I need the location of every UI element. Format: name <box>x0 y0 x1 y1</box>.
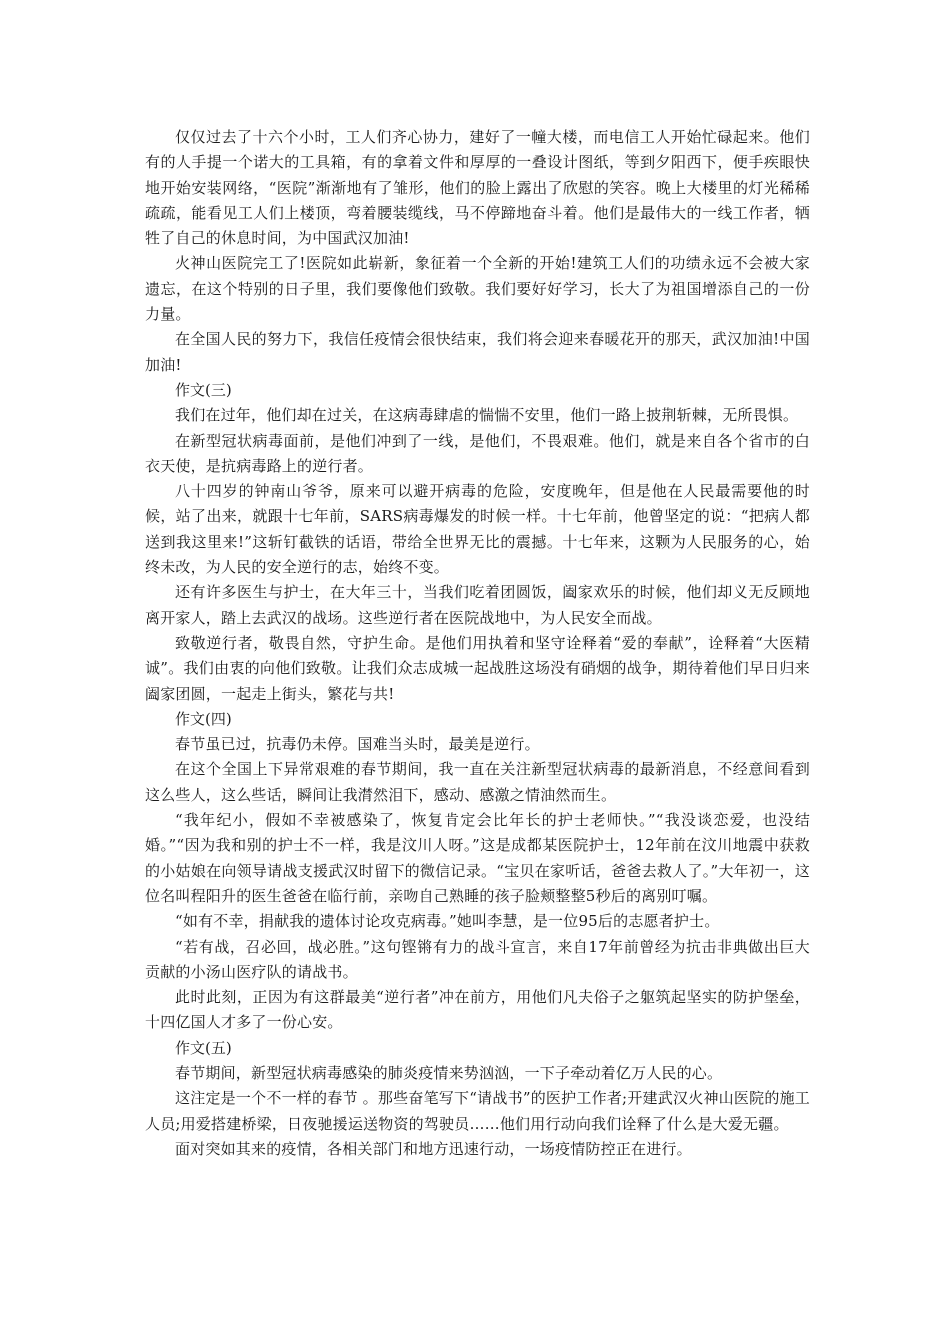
paragraph-1: 仅仅过去了十六个小时，工人们齐心协力，建好了一幢大楼，而电信工人开始忙碌起来。他们有的人手提一个诺大的工具箱，有的拿着文件和厚厚的一叠设计图纸，等到夕阳西下，便手疾眼快地开始安装网络，“医院”渐渐地有了雏形，他们的脸上露出了欣慰的笑容。晚上大楼里的灯光稀稀疏疏，能看见工人们上楼顶，弯着腰装缆线，马不停蹄地奋斗着。他们是最伟大的一线工作者，牺牲了自己的休息时间，为中国武汉加油! <box>145 128 810 248</box>
paragraph-6: 八十四岁的钟南山爷爷，原来可以避开病毒的危险，安度晚年，但是他在人民最需要他的时候，站了出来，就跟十七年前，SARS病毒爆发的时候一样。十七年前，他曾坚定的说：“把病人都送到我这里来!”这斩钉截铁的话语，带给全世界无比的震撼。十七年来，这颗为人民服务的心，始终未改，为人民的安全逆行的志，始终不变。 <box>145 482 810 577</box>
section-heading-5: 作文(五) <box>175 1038 232 1057</box>
paragraph-3: 在全国人民的努力下，我信任疫情会很快结束，我们将会迎来春暖花开的那天，武汉加油!中国加油! <box>145 330 810 374</box>
paragraph-2: 火神山医院完工了!医院如此崭新，象征着一个全新的开始!建筑工人们的功绩永远不会被大家遗忘，在这个特别的日子里，我们要像他们致敬。我们要好好学习，长大了为祖国增添自己的一份力量。 <box>145 254 810 324</box>
section-heading-3: 作文(三) <box>175 380 232 399</box>
paragraph-12: “如有不幸，捐献我的遗体讨论攻克病毒。”她叫李慧，是一位95后的志愿者护士。 <box>175 912 720 931</box>
paragraph-16: 这注定是一个不一样的春节 。那些奋笔写下“请战书”的医护工作者;开建武汉火神山医院的施工人员;用爱搭建桥梁，日夜驰援运送物资的驾驶员……他们用行动向我们诠释了什么是大爱无疆。 <box>145 1089 810 1133</box>
paragraph-5: 在新型冠状病毒面前，是他们冲到了一线，是他们，不畏艰难。他们，就是来自各个省市的白衣天使，是抗病毒路上的逆行者。 <box>145 431 810 475</box>
paragraph-15: 春节期间，新型冠状病毒感染的肺炎疫情来势汹汹，一下子牵动着亿万人民的心。 <box>175 1063 723 1082</box>
paragraph-4: 我们在过年，他们却在过关，在这病毒肆虐的惴惴不安里，他们一路上披荆斩棘，无所畏惧。 <box>175 406 799 425</box>
section-heading-4: 作文(四) <box>175 709 232 728</box>
paragraph-10: 在这个全国上下异常艰难的春节期间，我一直在关注新型冠状病毒的最新消息，不经意间看到这么些人，这么些话，瞬间让我潸然泪下，感动、感激之情油然而生。 <box>145 760 810 804</box>
paragraph-14: 此时此刻，正因为有这群最美“逆行者”冲在前方，用他们凡夫俗子之躯筑起坚实的防护堡垒，十四亿国人才多了一份心安。 <box>145 988 810 1032</box>
paragraph-8: 致敬逆行者，敬畏自然，守护生命。是他们用执着和坚守诠释着“爱的奉献”，诠释着“大医精诚”。我们由衷的向他们致敬。让我们众志成城一起战胜这场没有硝烟的战争，期待着他们早日归来阖家团圆，一起走上街头，繁花与共! <box>145 633 810 703</box>
paragraph-9: 春节虽已过，抗毒仍未停。国难当头时，最美是逆行。 <box>175 735 540 754</box>
paragraph-13: “若有战，召必回，战必胜。”这句铿锵有力的战斗宣言，来自17年前曾经为抗击非典做出巨大贡献的小汤山医疗队的请战书。 <box>145 937 810 981</box>
paragraph-11: “我年纪小，假如不幸被感染了，恢复肯定会比年长的护士老师快。”“我没谈恋爱，也没结婚。”“因为我和别的护士不一样，我是汶川人呀。”这是成都某医院护士，12年前在汶川地震中获救的小姑娘在向领导请战支援武汉时留下的微信记录。“宝贝在家听话，爸爸去救人了。”大年初一，这位名叫程阳升的医生爸爸在临行前，亲吻自己熟睡的孩子脸颊整整5秒后的离别叮嘱。 <box>145 811 810 905</box>
paragraph-7: 还有许多医生与护士，在大年三十，当我们吃着团圆饭，阖家欢乐的时候，他们却义无反顾地离开家人，踏上去武汉的战场。这些逆行者在医院战地中，为人民安全而战。 <box>145 583 810 627</box>
document-body <box>145 125 810 1162</box>
paragraph-17: 面对突如其来的疫情，各相关部门和地方迅速行动，一场疫情防控正在进行。 <box>175 1139 692 1158</box>
